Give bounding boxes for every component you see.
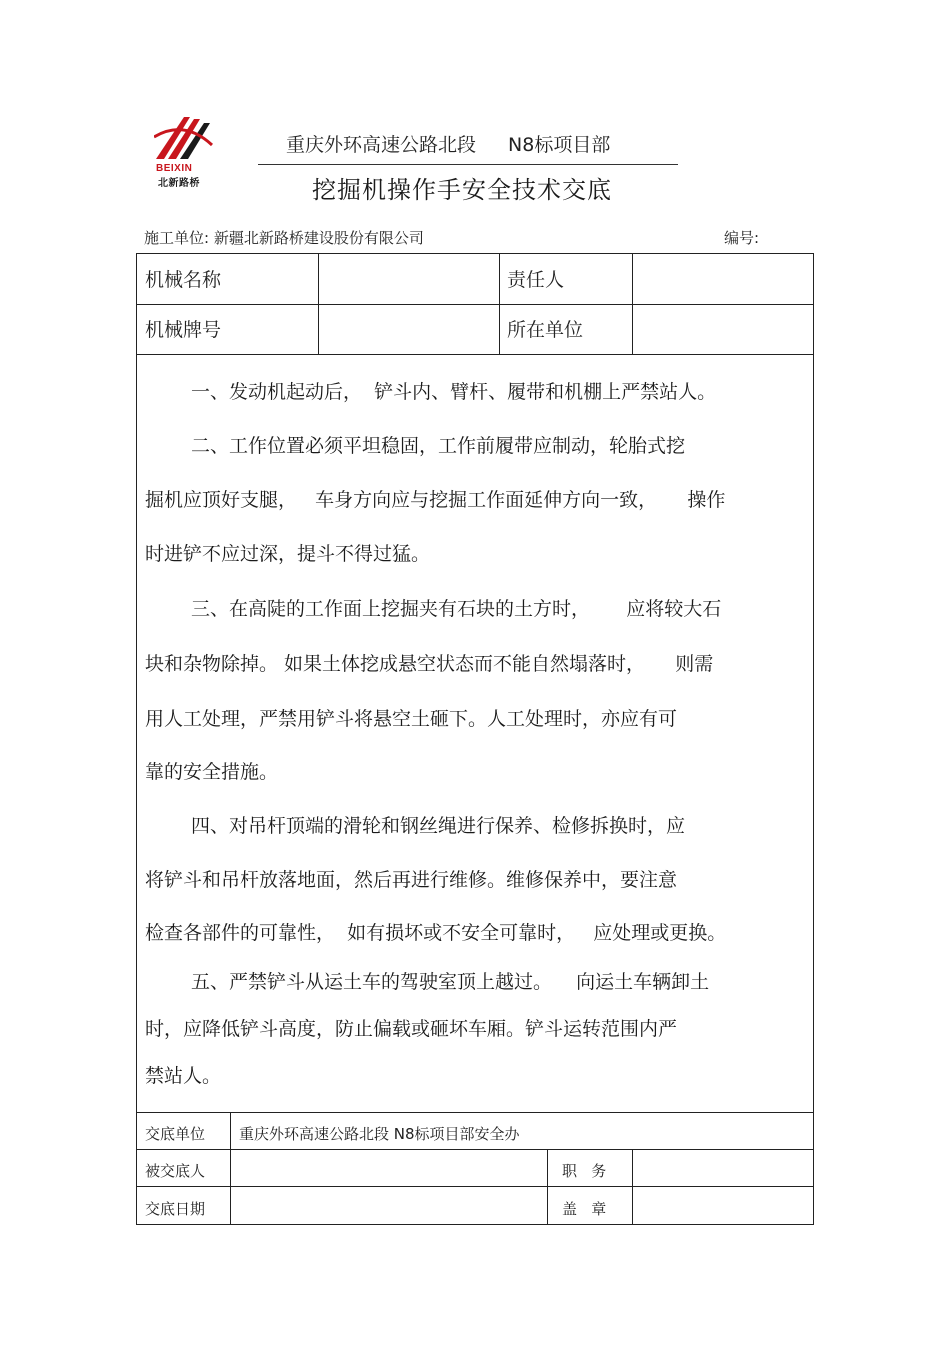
seal-label: 盖 章 xyxy=(562,1200,607,1218)
handover-date-label: 交底日期 xyxy=(145,1200,206,1218)
location-unit-label: 所在单位 xyxy=(507,319,584,341)
clause-line: 块和杂物除掉。 如果土体挖成悬空状态而不能自然塌落时， 则需 xyxy=(145,653,714,675)
seal-field[interactable] xyxy=(633,1187,813,1224)
receiver-label: 被交底人 xyxy=(145,1162,206,1180)
position-label: 职 务 xyxy=(562,1162,607,1180)
clause-line: 靠的安全措施。 xyxy=(145,761,279,783)
safety-form xyxy=(136,253,814,1225)
clause-line: 将铲斗和吊杆放落地面，然后再进行维修。维修保养中，要注意 xyxy=(145,869,678,891)
clause-line: 一、发动机起动后， 铲斗内、臂杆、履带和机棚上严禁站人。 xyxy=(191,381,717,403)
col-divider xyxy=(499,254,500,354)
beixin-road-logo-icon xyxy=(154,115,214,163)
machine-name-field[interactable] xyxy=(319,254,499,304)
receiver-field[interactable] xyxy=(231,1150,547,1186)
document-title: 挖掘机操作手安全技术交底 xyxy=(312,176,612,204)
machine-plate-field[interactable] xyxy=(319,305,499,354)
header-divider xyxy=(258,164,678,165)
row-divider xyxy=(137,354,813,355)
project-org-name: 重庆外环高速公路北段 xyxy=(286,134,477,156)
clause-line: 用人工处理，严禁用铲斗将悬空土砸下。人工处理时，亦应有可 xyxy=(145,708,678,730)
clause-line: 禁站人。 xyxy=(145,1065,222,1087)
logo-english-text: BEIXIN xyxy=(156,163,193,174)
position-field[interactable] xyxy=(633,1150,813,1186)
clause-line: 检查各部件的可靠性， 如有损坏或不安全可靠时， 应处理或更换。 xyxy=(145,922,727,944)
responsible-person-field[interactable] xyxy=(633,254,813,304)
responsible-person-label: 责任人 xyxy=(507,269,565,291)
row-divider xyxy=(137,1112,813,1113)
clause-line: 四、对吊杆顶端的滑轮和钢丝绳进行保养、检修拆换时，应 xyxy=(191,815,686,837)
handover-unit-label: 交底单位 xyxy=(145,1125,206,1143)
construction-unit-value: 新疆北新路桥建设股份有限公司 xyxy=(213,229,424,247)
construction-unit-label: 施工单位: xyxy=(144,229,210,247)
clause-line: 掘机应顶好支腿， 车身方向应与挖掘工作面延伸方向一致， 操作 xyxy=(145,489,726,511)
project-header xyxy=(286,130,610,157)
handover-unit-value: 重庆外环高速公路北段 N8标项目部安全办 xyxy=(239,1125,520,1143)
clause-line: 时，应降低铲斗高度，防止偏载或砸坏车厢。铲斗运转范围内严 xyxy=(145,1018,678,1040)
construction-unit xyxy=(144,227,424,248)
clause-line: 五、严禁铲斗从运土车的驾驶室顶上越过。 向运土车辆卸土 xyxy=(191,971,710,993)
project-code: N8标项目部 xyxy=(508,134,611,156)
handover-date-field[interactable] xyxy=(231,1187,547,1224)
logo-chinese-text: 北新路桥 xyxy=(158,178,200,189)
document-number-label: 编号: xyxy=(724,229,760,247)
company-logo xyxy=(150,115,216,187)
col-divider xyxy=(547,1149,548,1225)
location-unit-field[interactable] xyxy=(633,305,813,354)
clause-line: 时进铲不应过深，提斗不得过猛。 xyxy=(145,543,431,565)
clause-line: 二、工作位置必须平坦稳固，工作前履带应制动，轮胎式挖 xyxy=(191,435,686,457)
machine-plate-label: 机械牌号 xyxy=(145,319,222,341)
machine-name-label: 机械名称 xyxy=(145,269,222,291)
clause-line: 三、在高陡的工作面上挖掘夹有石块的土方时， 应将较大石 xyxy=(191,598,722,620)
